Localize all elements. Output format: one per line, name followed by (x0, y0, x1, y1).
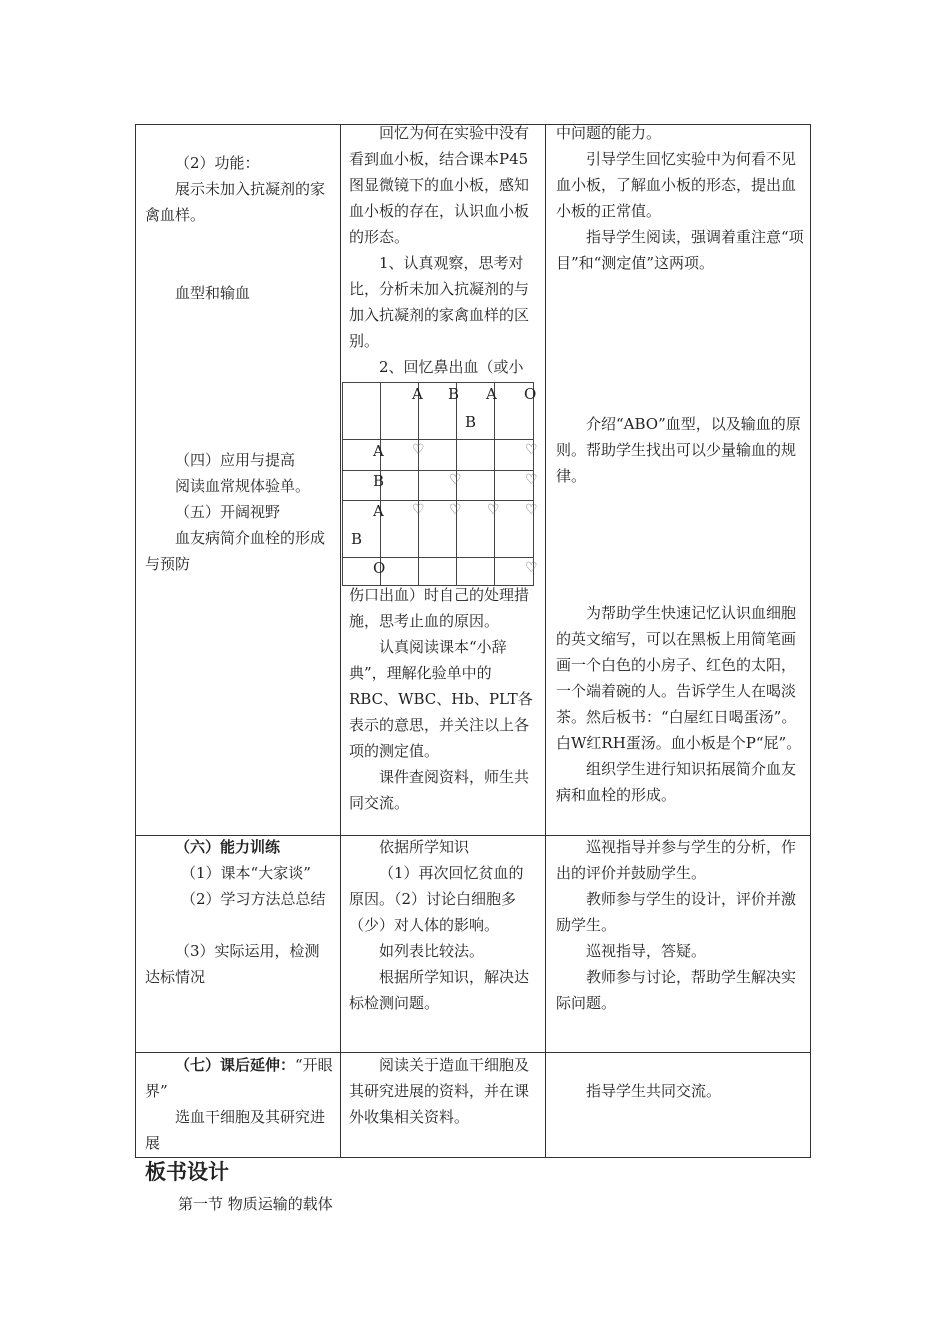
row1-col3-lower (556, 600, 806, 808)
abo-col-header: A (412, 385, 423, 403)
table-border-right (810, 124, 811, 1158)
patrol-answer-text: 巡视指导，答疑。 (586, 942, 707, 960)
table-border-bottom (135, 1157, 811, 1158)
heart-icon: ♡ (525, 472, 538, 488)
heart-icon: ♡ (487, 502, 500, 518)
column-divider-2 (545, 124, 546, 1158)
read-dictionary-text: 认真阅读课本“小辞典”，理解化验单中的RBC、WBC、Hb、PLT各表示的意思，并关注以上各项的测定值。 (349, 638, 533, 760)
teacher-discuss-text: 教师参与讨论，帮助学生解决实际问题。 (556, 968, 797, 1012)
ability-item-3: （3）实际运用，检测达标情况 (145, 942, 320, 986)
row3-col1-content (145, 1052, 333, 1156)
row1-col3-middle (556, 411, 806, 489)
abo-row-header: A (373, 442, 384, 460)
abo-row-header-second: B (351, 530, 363, 548)
row3-col2-content (349, 1052, 537, 1130)
extension-heading-rest: “开眼界” (145, 1056, 333, 1100)
apply-text: 阅读血常规体验单。 (175, 477, 311, 495)
nosebleed-continued-text: 伤口出血）时自己的处理措施，思考止血的原因。 (349, 586, 530, 630)
row3-col3-content (556, 1078, 806, 1104)
heart-icon: ♡ (525, 442, 538, 458)
column-divider-1 (340, 124, 341, 1158)
board-design-title: 板书设计 (145, 1160, 229, 1184)
row1-col2-upper (349, 120, 537, 380)
abo-blood-type-grid (342, 382, 538, 586)
read-stem-cell-text: 阅读关于造血干细胞及其研究进展的资料，并在课外收集相关资料。 (349, 1056, 530, 1126)
ability-training-heading: （六）能力训练 (175, 838, 281, 856)
function-text: 展示未加入抗凝剂的家禽血样。 (145, 180, 326, 224)
row2-col2-content (349, 834, 537, 1016)
heart-icon: ♡ (449, 502, 462, 518)
blood-type-heading: 血型和输血 (175, 284, 251, 302)
heart-icon: ♡ (525, 560, 538, 576)
extension-heading: （七）课后延伸： (175, 1056, 296, 1074)
row1-col2-lower (349, 582, 537, 816)
solve-problem-text: 根据所学知识，解决达标检测问题。 (349, 968, 530, 1012)
guide-recall-text: 引导学生回忆实验中为何看不见血小板，了解血小板的形态，提出血小板的正常值。 (556, 150, 797, 220)
row1-col1-content (145, 150, 333, 306)
ability-item-1: （1）课本“大家谈” (181, 864, 311, 882)
apply-heading: （四）应用与提高 (175, 451, 296, 469)
courseware-text: 课件查阅资料，师生共同交流。 (349, 768, 530, 812)
guide-reading-text: 指导学生阅读，强调着重注意“项目”和“测定值”这两项。 (556, 228, 804, 272)
extension-topic-text: 选血干细胞及其研究进展 (145, 1108, 326, 1152)
abo-row-header: A (373, 502, 384, 520)
heart-icon: ♡ (412, 442, 425, 458)
memory-tip-text: 为帮助学生快速记忆认识血细胞的英文缩写，可以在黑板上用简笔画画一个白色的小房子、红色的太阳，一个端着碗的人。告诉学生人在喝淡茶。然后板书：“白屋红日喝蛋汤”。白W红RH蛋汤。血小板是个P“屁”。 (556, 604, 802, 752)
broaden-text: 血友病简介血栓的形成与预防 (145, 529, 326, 573)
observe-compare-text: 1、认真观察，思考对比，分析未加入抗凝剂的与加入抗凝剂的家禽血样的区别。 (349, 254, 530, 350)
recall-nosebleed-text: 2、回忆鼻出血（或小 (379, 358, 524, 376)
broaden-heading: （五）开阔视野 (175, 503, 281, 521)
abo-col-header: A (486, 385, 497, 403)
organize-extension-text: 组织学生进行知识拓展简介血友病和血栓的形成。 (556, 760, 797, 804)
problem-ability-text: 中问题的能力。 (556, 124, 662, 142)
heart-icon: ♡ (525, 502, 538, 518)
board-design-subtitle: 第一节 物质运输的载体 (178, 1195, 333, 1213)
row2-col3-content (556, 834, 806, 1016)
abo-row-header: B (373, 472, 385, 490)
patrol-guide-text: 巡视指导并参与学生的分析，作出的评价并鼓励学生。 (556, 838, 797, 882)
table-border-left (135, 124, 136, 1158)
recall-anemia-text: （1）再次回忆贫血的原因。（2）讨论白细胞多（少）对人体的影响。 (349, 864, 524, 934)
table-compare-text: 如列表比较法。 (379, 942, 485, 960)
guide-exchange-text: 指导学生共同交流。 (586, 1082, 722, 1100)
abo-row-header: O (373, 559, 386, 577)
abo-intro-text: 介绍“ABO”血型，以及输血的原则。帮助学生找出可以少量输血的规律。 (556, 415, 801, 485)
row2-col1-content (145, 834, 333, 990)
abo-col-header: B (448, 385, 460, 403)
abo-col-header-second: B (465, 413, 477, 431)
teacher-design-text: 教师参与学生的设计，评价并激励学生。 (556, 890, 797, 934)
knowledge-basis-text: 依据所学知识 (379, 838, 470, 856)
ability-item-2: （2）学习方法总总结 (181, 890, 326, 908)
heart-icon: ♡ (449, 472, 462, 488)
function-heading: （2）功能： (175, 154, 260, 172)
recall-platelet-text: 回忆为何在实验中没有看到血小板，结合课本P45图显微镜下的血小板，感知血小板的存在，认识血小板的形态。 (349, 124, 530, 246)
heart-icon: ♡ (412, 502, 425, 518)
row1-col3-upper (556, 120, 806, 276)
row1-col1-lower (145, 447, 333, 577)
abo-col-header: O (524, 385, 537, 403)
